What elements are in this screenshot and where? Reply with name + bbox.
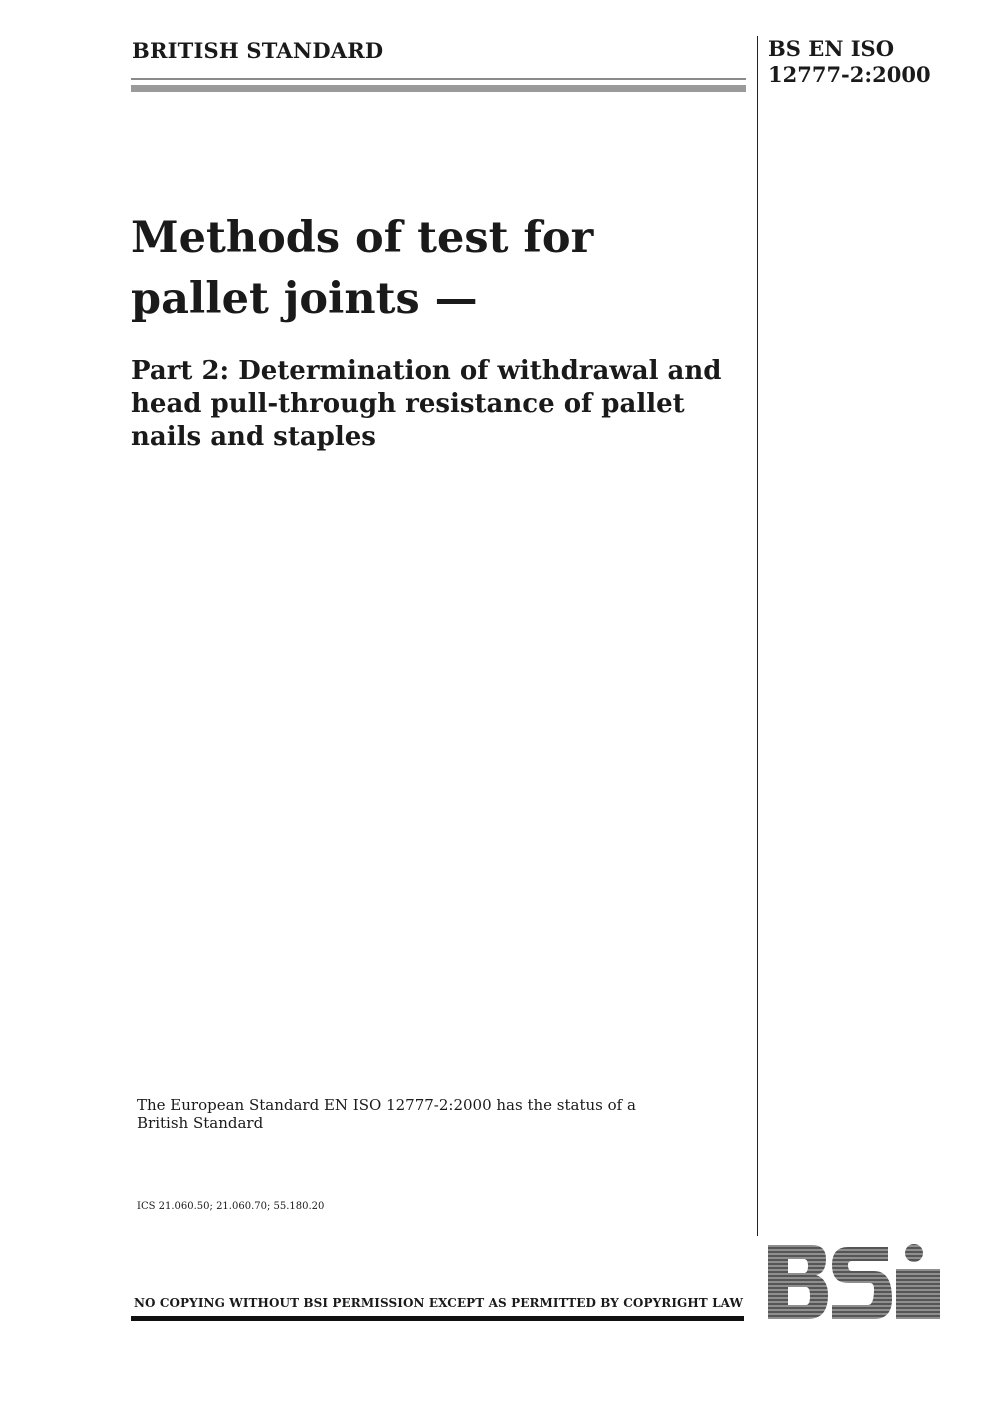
document-type-label: BRITISH STANDARD bbox=[132, 38, 384, 63]
ics-codes: ICS 21.060.50; 21.060.70; 55.180.20 bbox=[137, 1201, 325, 1212]
copyright-notice: NO COPYING WITHOUT BSI PERMISSION EXCEPT AS PERMITTED BY COPYRIGHT LAW bbox=[133, 1296, 744, 1310]
document-subtitle bbox=[131, 355, 746, 454]
vertical-divider bbox=[757, 36, 758, 1236]
bsi-logo-icon bbox=[768, 1243, 940, 1321]
subtitle-line-1: Part 2: Determination of withdrawal and bbox=[131, 356, 722, 386]
standard-number-line-2: 12777-2:2000 bbox=[768, 62, 931, 87]
standard-number bbox=[768, 36, 931, 88]
footer-rule bbox=[131, 1316, 744, 1321]
document-title bbox=[131, 208, 741, 330]
subtitle-line-3: nails and staples bbox=[131, 422, 376, 452]
title-line-1: Methods of test for bbox=[131, 213, 594, 263]
status-statement bbox=[137, 1096, 636, 1132]
header-rule-thick bbox=[131, 85, 746, 92]
title-line-2: pallet joints — bbox=[131, 274, 478, 324]
subtitle-line-2: head pull-through resistance of pallet bbox=[131, 389, 685, 419]
status-line-2: British Standard bbox=[137, 1114, 264, 1132]
standard-number-line-1: BS EN ISO bbox=[768, 36, 895, 61]
status-line-1: The European Standard EN ISO 12777-2:2000 has the status of a bbox=[137, 1096, 636, 1114]
header-rule-thin bbox=[131, 78, 746, 80]
